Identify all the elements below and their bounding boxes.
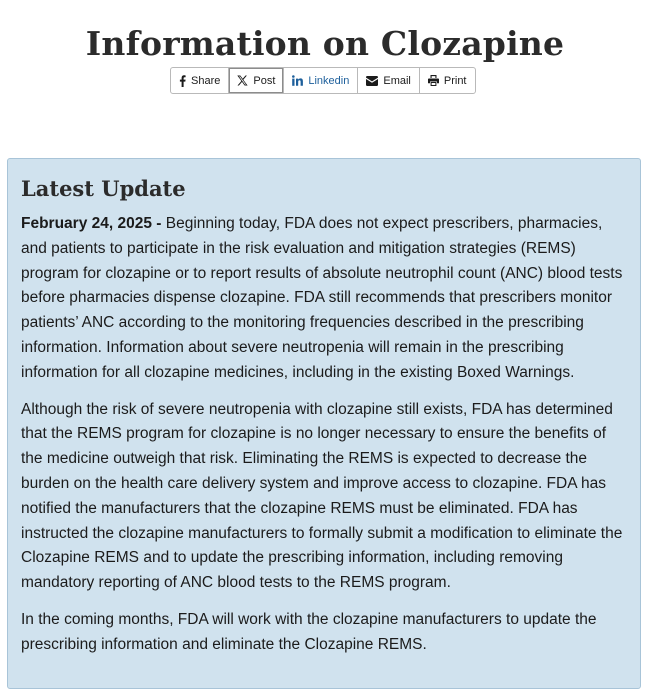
facebook-icon bbox=[179, 75, 186, 87]
share-toolbar bbox=[170, 67, 476, 94]
page-title: Information on Clozapine bbox=[85, 24, 565, 64]
update-paragraph-3: In the coming months, FDA will work with the clozapine manufacturers to update the prescribing information and eliminate the Clozapine REMS. bbox=[21, 610, 597, 653]
x-twitter-icon bbox=[237, 75, 248, 86]
update-date: February 24, 2025 - bbox=[21, 215, 162, 232]
latest-update-panel bbox=[7, 158, 641, 689]
update-paragraph-1 bbox=[21, 212, 627, 386]
linkedin-share-label: Linkedin bbox=[308, 74, 350, 87]
latest-update-heading: Latest Update bbox=[21, 176, 186, 201]
printer-icon bbox=[428, 75, 439, 86]
x-post-label: Post bbox=[253, 74, 276, 87]
envelope-icon bbox=[366, 76, 378, 86]
print-label: Print bbox=[443, 74, 467, 87]
email-share-button[interactable] bbox=[358, 68, 420, 93]
print-button[interactable] bbox=[420, 68, 475, 93]
linkedin-icon bbox=[292, 75, 303, 86]
facebook-share-button[interactable] bbox=[171, 68, 229, 93]
facebook-share-label: Share bbox=[191, 74, 221, 87]
linkedin-share-button[interactable] bbox=[284, 68, 358, 93]
update-paragraph-2: Although the risk of severe neutropenia with clozapine still exists, FDA has determined that the REMS program for clozapine is no longer necessary to ensure the benefits of the medicine outweigh that risk. Eliminating the REMS is expected to decrease the burden on the health care delivery system and improve access to clozapine. FDA has notified the manufacturers that the clozapine REMS must be eliminated. FDA has instructed the clozapine manufacturers to formally submit a modification to eliminate the Clozapine REMS and to update the prescribing information, including removing mandatory reporting of ANC blood tests to the REMS program. bbox=[21, 400, 623, 592]
update-paragraph-1-text: Beginning today, FDA does not expect prescribers, pharmacies, and patients to participate in the risk evaluation and mitigation strategies (REMS) program for clozapine or to report results of absolute neutrophil count (ANC) blood tests before pharmacies dispense clozapine. FDA still recommends that prescribers monitor patients’ ANC according to the monitoring frequencies described in the prescribing information. Information about severe neutropenia will remain in the prescribing information for all clozapine medicines, including in the existing Boxed Warnings. bbox=[21, 215, 623, 381]
x-post-button[interactable] bbox=[229, 68, 284, 93]
email-share-label: Email bbox=[383, 74, 411, 87]
